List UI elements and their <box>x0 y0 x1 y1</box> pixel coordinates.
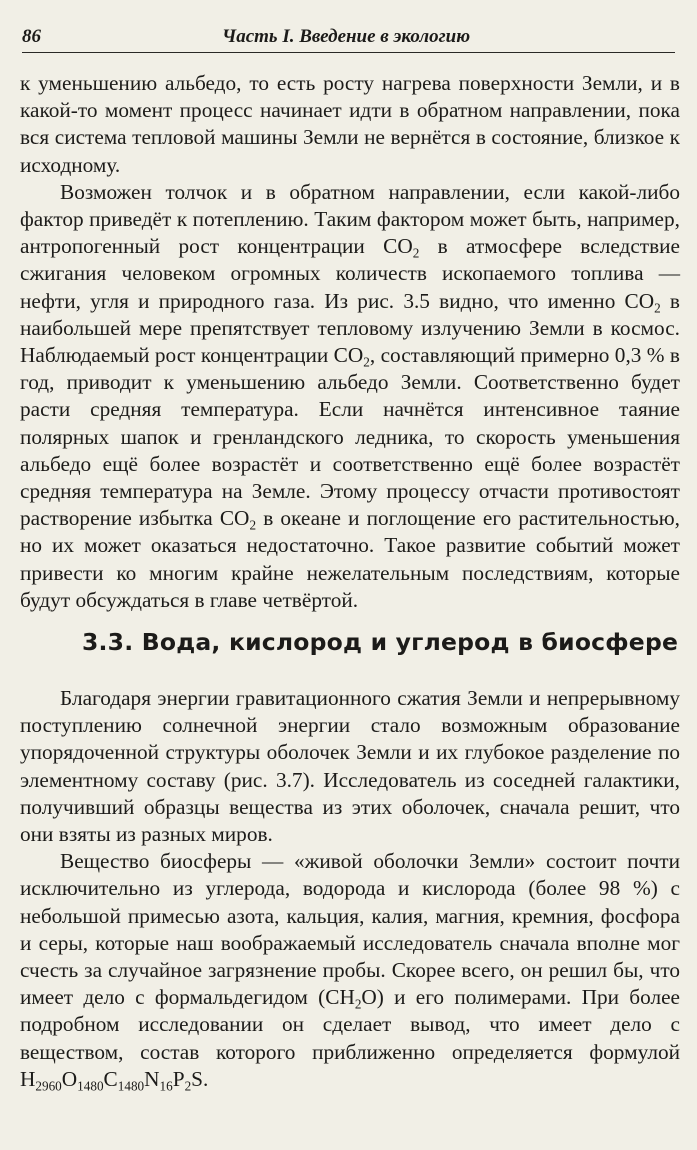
paragraph: к уменьшению альбедо, то есть росту нагрева поверхности Земли, и в какой-то момент процесс начинает идти в обратном направлении, пока вся система тепловой машины Земли не вернётся в состояние, близкое к исходному. <box>20 71 680 177</box>
subscript: 2 <box>249 517 257 533</box>
paragraph: Вещество биосферы — «живой оболочки Земли» состоит почти исключительно из углерода, водорода и кислорода (более 98 %) с небольшой примесью азота, кальция, калия, магния, кремния, фосфора и серы, которые наш воображаемый исследователь сначала вполне мог счесть за случайное загрязнение пробы. Скорее всего, он решил бы, что имеет дело с формальдегидом $(CH_2O)$ и его полимерами. При более подробном исследовании он сделает вывод, что имеет дело с веществом, состав которого приближенно определяется формулой $H_{2960}O_{1480}C_{1480}N_{16}P_2S$. <box>20 849 680 1094</box>
section-heading: 3.3. Вода, кислород и углерод в биосфере <box>82 628 679 656</box>
subscript: 2 <box>354 996 362 1012</box>
running-head: Часть I. Введение в экологию <box>222 26 471 47</box>
subscript: 2 <box>363 354 370 370</box>
text-block-top <box>20 70 680 614</box>
text-block-bottom <box>20 685 680 1093</box>
subscript: 2 <box>412 245 420 261</box>
page-header <box>22 22 675 53</box>
paragraph: Возможен толчок и в обратном направлении, если какой-либо фактор приведёт к потеплению. Таким фактором может быть, например, антропогенный рост концентрации $CO_2$ в атмосфере вследствие сжигания человеком огромных количеств ископаемого топлива — нефти, угля и природного газа. Из рис. 3.5 видно, что именно $CO_2$ в наибольшей мере препятствует тепловому излучению Земли в космос. Наблюдаемый рост концентрации $CO_2$, составляющий примерно 0,3 % в год, приводит к уменьшению альбедо Земли. Соответственно будет расти средняя температура. Если начнётся интенсивное таяние полярных шапок и гренландского ледника, то скорость уменьшения альбедо ещё более возрастёт и соответственно ещё более возрастёт средняя температура на Земле. Этому процессу отчасти противостоят растворение избытка $CO_2$ в океане и поглощение его растительностью, но их может оказаться недостаточно. Такое развитие событий может привести ко многим крайне нежелательным последствиям, которые будут обсуждаться в главе четвёртой. <box>20 179 680 612</box>
subscript: 2 <box>654 300 661 316</box>
paragraph: Благодаря энергии гравитационного сжатия Земли и непрерывному поступлению солнечной энергии стало возможным образование упорядоченной структуры оболочек Земли и их глубокое разделение по элементному составу (рис. 3.7). Исследователь из соседней галактики, получивший образцы вещества из этих оболочек, сначала решит, что они взяты из разных миров. <box>20 686 680 847</box>
page-number: 86 <box>22 26 41 47</box>
chemical-formula: $H_{2960}O_{1480}C_{1480}N_{16}P_2S$. <box>20 1066 209 1094</box>
